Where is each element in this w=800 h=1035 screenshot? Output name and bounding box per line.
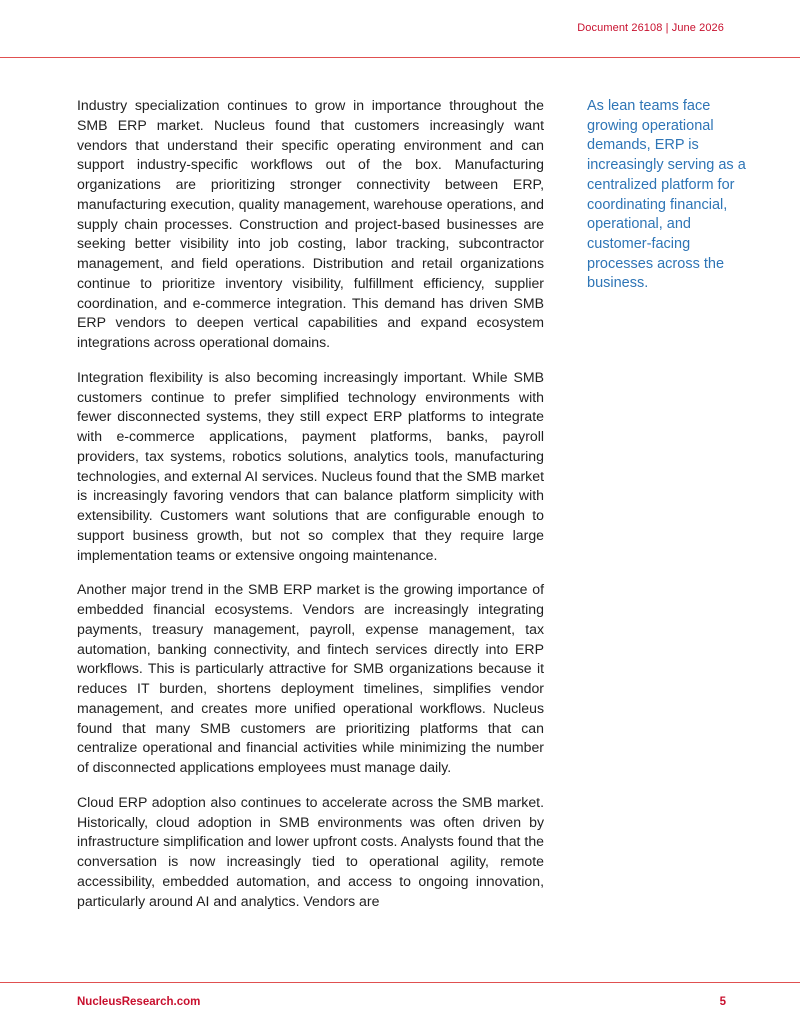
body-paragraph: Integration flexibility is also becoming increasingly important. While SMB customers continue to prefer simplified technology environments with fewer disconnected systems, they still expect ERP platforms to integrate with e-commerce applications, payment platforms, banks, payroll providers, tax systems, robotics solutions, analytics tools, manufacturing technologies, and external AI services. Nucleus found that the SMB market is increasingly favoring vendors that can balance platform simplicity with extensibility. Customers want solutions that are configurable enough to support business growth, but not so complex that they require large implementation teams or extensive ongoing maintenance. <box>77 368 544 563</box>
body-paragraph: Cloud ERP adoption also continues to accelerate across the SMB market. Historically, cloud adoption in SMB environments was often driven by infrastructure simplification and lower upfront costs. Analysts found that the conversation is now increasingly tied to operational agility, remote accessibility, embedded automation, and access to ongoing innovation, particularly around AI and analytics. Vendors are <box>77 793 544 909</box>
header-divider <box>0 57 800 58</box>
body-paragraph: Industry specialization continues to grow in importance throughout the SMB ERP market. Nucleus found that customers increasingly want vendors that understand their specific operating environment and can support industry-specific workflows out of the box. Manufacturing organizations are prioritizing stronger connectivity between ERP, manufacturing execution, quality management, warehouse operations, and supply chain processes. Construction and project-based businesses are seeking better visibility into job costing, labor tracking, subcontractor management, and field operations. Distribution and retail organizations continue to prioritize inventory visibility, fulfillment efficiency, supplier coordination, and e-commerce integration. This demand has driven SMB ERP vendors to deepen vertical capabilities and expand ecosystem integrations across operational domains. <box>77 97 544 350</box>
document-info: Document 26108 | June 2026 <box>577 22 724 34</box>
footer-site-link[interactable]: NucleusResearch.com <box>77 996 201 1008</box>
body-text <box>77 96 544 911</box>
footer-divider <box>0 982 800 983</box>
pull-quote: As lean teams face growing operational demands, ERP is increasingly serving as a centralized platform for coordinating financial, operational, and customer-facing processes across the business. <box>587 98 746 292</box>
body-paragraph: Another major trend in the SMB ERP market is the growing importance of embedded financial ecosystems. Vendors are increasingly integrating payments, treasury management, payroll, expense management, tax automation, banking connectivity, and fintech services directly into ERP workflows. This is particularly attractive for SMB organizations because it reduces IT burden, shortens deployment timelines, simplifies vendor management, and creates more unified operational workflows. Nucleus found that many SMB customers are prioritizing platforms that can centralize operational and financial activities while minimizing the number of disconnected applications employees must manage daily. <box>77 581 544 775</box>
page-number: 5 <box>719 996 726 1008</box>
